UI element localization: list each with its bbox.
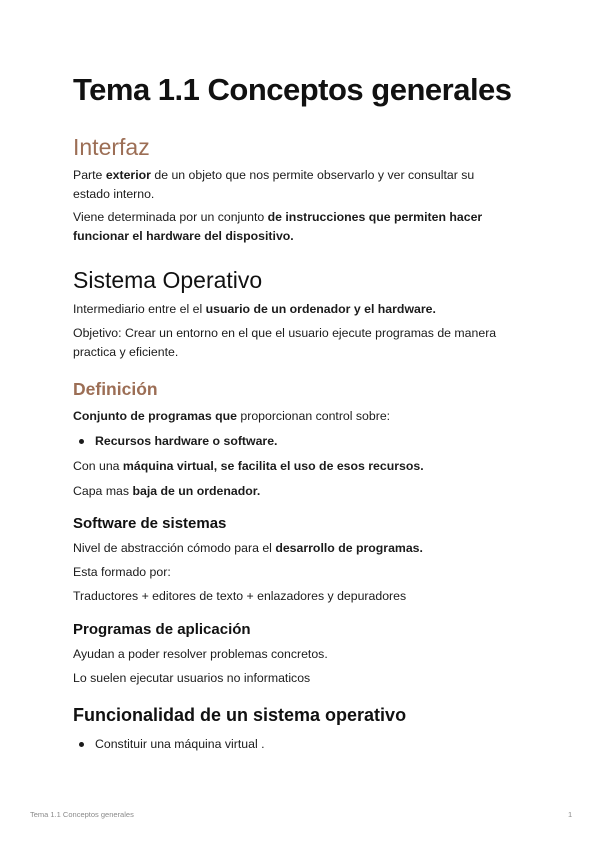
list-item: Recursos hardware o software. <box>73 432 277 451</box>
so-paragraph-1: Intermediario entre el el usuario de un ordenador y el hardware. <box>73 302 436 316</box>
bullet-icon <box>79 742 84 747</box>
definicion-paragraph-3: Capa mas baja de un ordenador. <box>73 484 261 498</box>
definicion-paragraph-2: Con una máquina virtual, se facilita el uso de esos recursos. <box>73 459 424 473</box>
heading-interfaz: Interfaz <box>73 134 150 160</box>
interfaz-paragraph-2: Viene determinada por un conjunto de instrucciones que permiten hacer funcionar el hardware del dispositivo. <box>73 210 483 243</box>
heading-programas-de-aplicacion: Programas de aplicación <box>73 621 251 638</box>
bullet-icon <box>79 439 84 444</box>
footer-title: Tema 1.1 Conceptos generales <box>30 810 134 819</box>
heading-software-de-sistemas: Software de sistemas <box>73 515 227 532</box>
so-paragraph-2: Objetivo: Crear un entorno en el que el usuario ejecute programas de manera practica y eficiente. <box>73 326 497 359</box>
heading-definicion: Definición <box>73 379 158 399</box>
heading-sistema-operativo: Sistema Operativo <box>73 267 263 293</box>
software-paragraph-3: Traductores + editores de texto + enlazadores y depuradores <box>73 589 407 603</box>
heading-funcionalidad: Funcionalidad de un sistema operativo <box>73 705 407 725</box>
page-title: Tema 1.1 Conceptos generales <box>73 72 512 107</box>
aplicacion-paragraph-1: Ayudan a poder resolver problemas concretos. <box>73 647 328 661</box>
page-number: 1 <box>568 810 573 819</box>
software-paragraph-2: Esta formado por: <box>73 565 171 579</box>
software-paragraph-1: Nivel de abstracción cómodo para el desarrollo de programas. <box>73 541 423 555</box>
list-item: Constituir una máquina virtual . <box>73 735 265 754</box>
aplicacion-paragraph-2: Lo suelen ejecutar usuarios no informaticos <box>73 671 311 685</box>
interfaz-paragraph-1: Parte exterior de un objeto que nos permite observarlo y ver consultar su estado interno. <box>73 168 475 201</box>
definicion-paragraph-1: Conjunto de programas que proporcionan control sobre: <box>73 409 391 423</box>
